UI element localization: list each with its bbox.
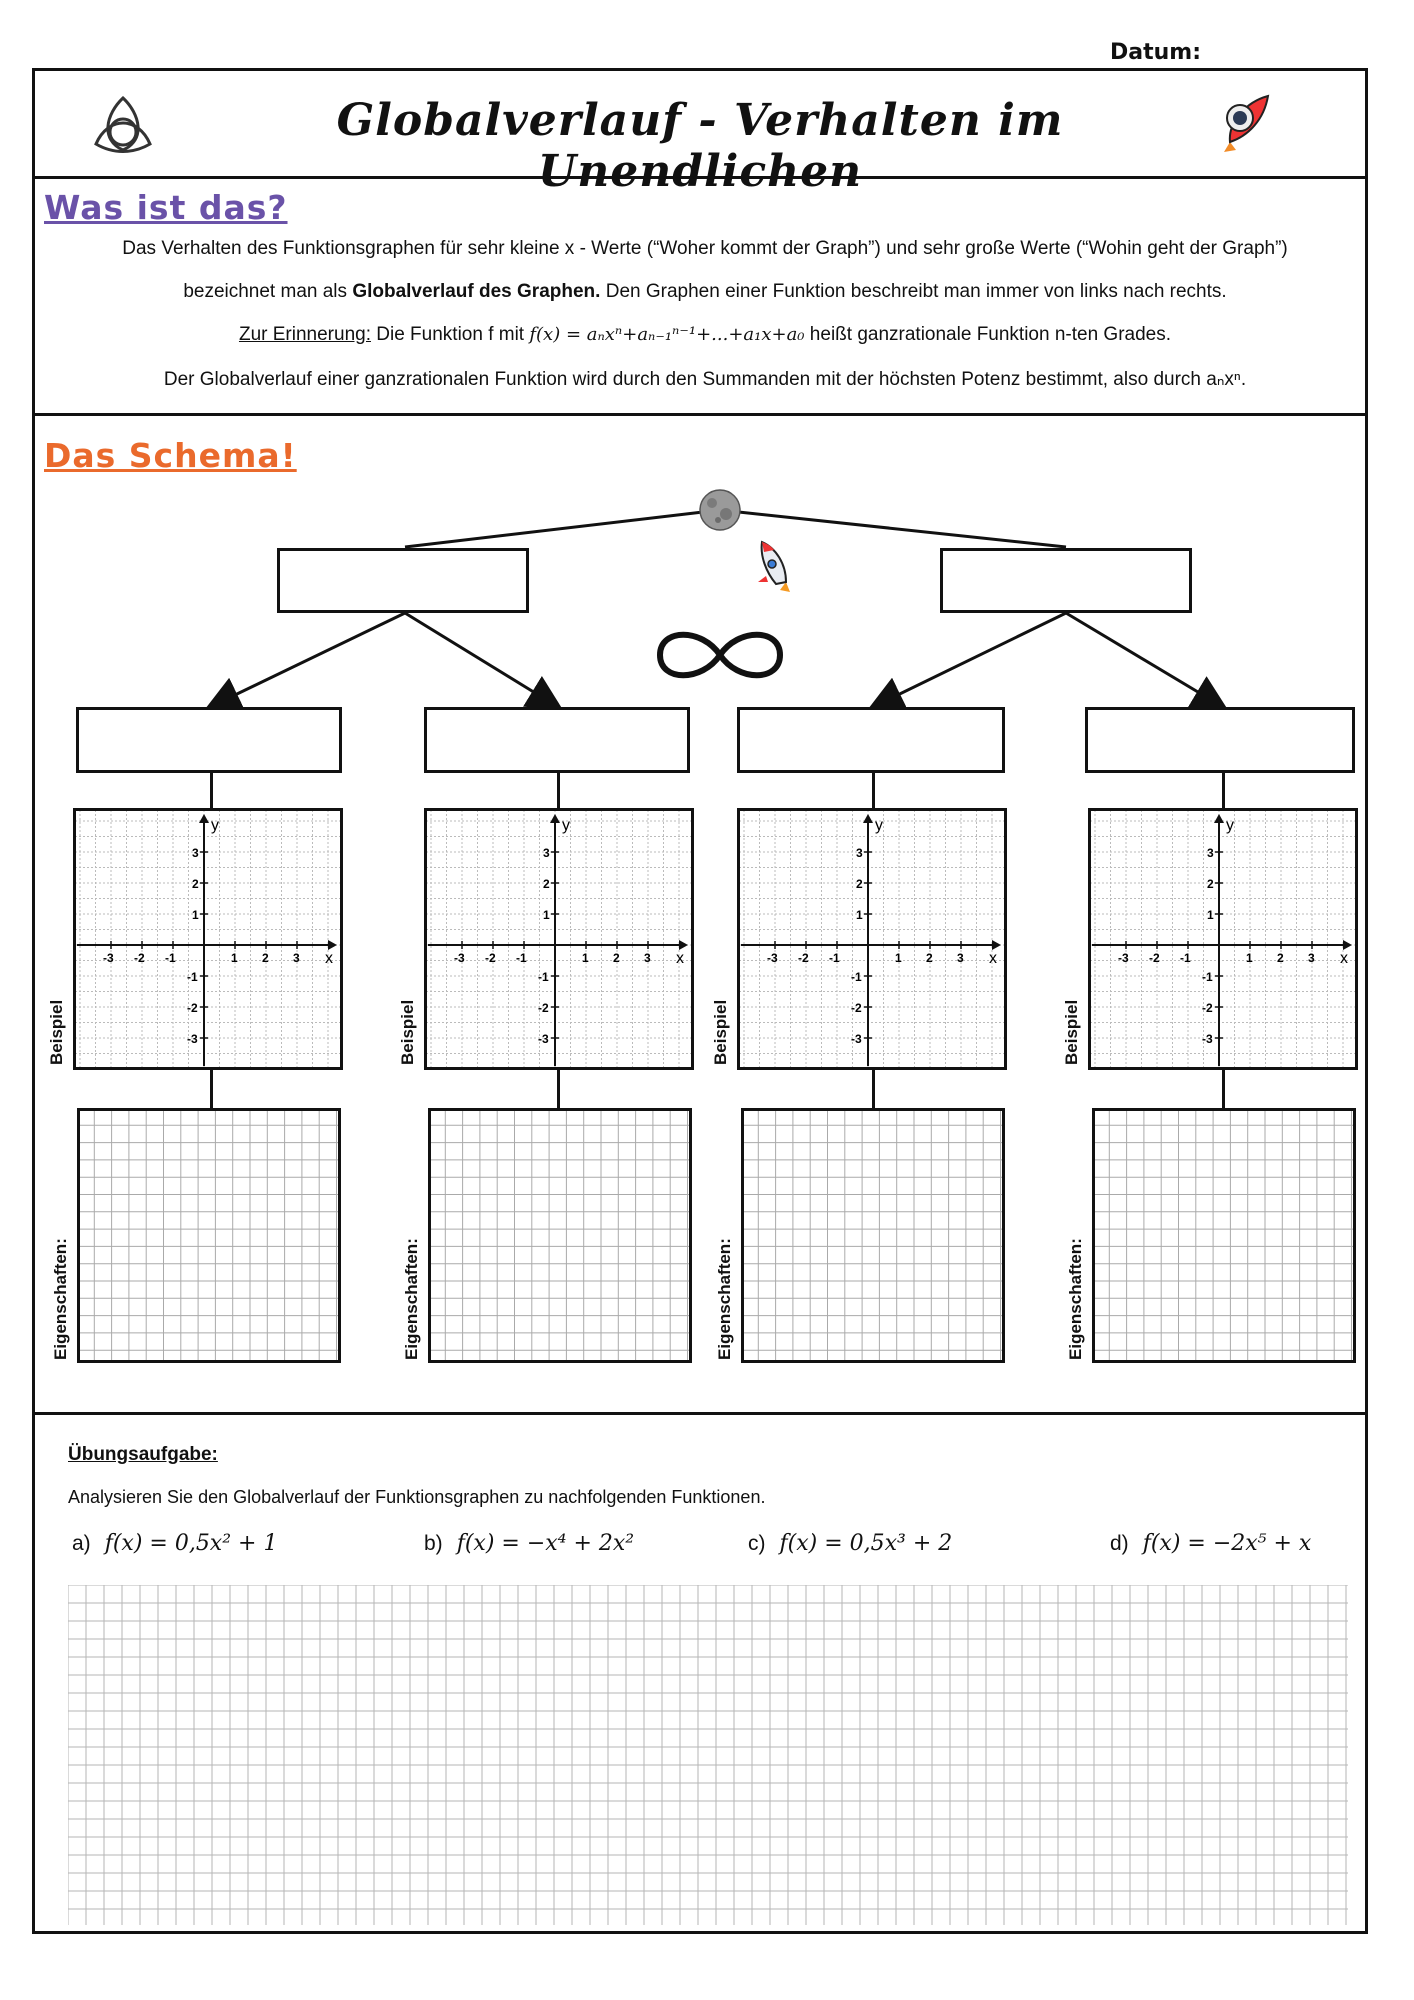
properties-label: Eigenschaften: [402,1238,421,1360]
x-tick-label: 3 [644,951,651,965]
y-axis-label: y [562,817,570,834]
x-tick-label: -1 [516,951,527,965]
x-tick-label: 1 [231,951,238,965]
connector-line [210,773,213,810]
exercise-description: Analysieren Sie den Globalverlauf der Funktionsgraphen zu nachfolgenden Funktionen. [68,1487,766,1507]
text: heißt ganzrationale Funktion n-ten Grades. [804,324,1172,345]
y-tick-label: -3 [851,1032,862,1046]
page-title: Globalverlauf - Verhalten im Unendlichen [336,95,1064,197]
task-formula: f(x) = 0,5x² + 1 [104,1531,278,1556]
connector-line [210,1070,213,1110]
x-tick-label: 1 [582,951,589,965]
x-tick-label: -3 [454,951,465,965]
x-axis-label: x [989,950,997,967]
task-formula: f(x) = 0,5x³ + 2 [779,1531,953,1556]
x-tick-label: 3 [293,951,300,965]
x-tick-label: -1 [1180,951,1191,965]
section-heading-schema: Das Schema! [44,436,297,475]
task-label: c) [748,1532,766,1555]
task-b [424,1530,634,1556]
y-tick-label: 3 [1207,846,1214,860]
intro-line-1: Das Verhalten des Funktionsgraphen für sehr kleine x - Werte (“Woher kommt der Graph”) und sehr große Werte (“Wohin geht der Graph”) [122,238,1288,259]
task-d [1110,1530,1311,1556]
y-axis-label: y [211,817,219,834]
properties-grid[interactable] [741,1108,1005,1363]
celtic-knot-icon [88,94,158,156]
properties-grid[interactable] [1092,1108,1356,1363]
text: bezeichnet man als [183,281,353,302]
x-axis-label: x [676,950,684,967]
date-label: Datum: [1110,40,1202,65]
connector-line [1222,773,1225,810]
text: Den Graphen einer Funktion beschreibt man immer von links nach rechts. [600,281,1227,302]
x-tick-label: 2 [1277,951,1284,965]
properties-grid[interactable] [77,1108,341,1363]
coordinate-system[interactable] [737,808,1007,1070]
section-heading-what: Was ist das? [44,188,288,227]
task-formula: f(x) = −x⁴ + 2x² [456,1531,635,1556]
text: Die Funktion f mit [370,324,530,345]
y-tick-label: -3 [187,1032,198,1046]
y-tick-label: -3 [1202,1032,1213,1046]
x-tick-label: 3 [1308,951,1315,965]
y-tick-label: -2 [851,1001,862,1015]
x-axis-label: x [1340,950,1348,967]
x-tick-label: -3 [103,951,114,965]
coordinate-system[interactable] [73,808,343,1070]
x-tick-label: 1 [895,951,902,965]
x-tick-label: 2 [262,951,269,965]
example-label: Beispiel [398,999,417,1065]
y-tick-label: -1 [187,970,198,984]
x-tick-label: -2 [1149,951,1160,965]
coordinate-system[interactable] [1088,808,1358,1070]
x-tick-label: -2 [798,951,809,965]
polynomial-formula: f(x) = aₙxⁿ+aₙ₋₁ⁿ⁻¹+...+a₁x+a₀ [529,324,805,345]
schema-box-level2-3[interactable] [737,707,1005,773]
y-tick-label: -1 [538,970,549,984]
connector-line [557,1070,560,1110]
task-label: a) [72,1532,91,1555]
y-tick-label: 2 [192,877,199,891]
intro-line-4: Der Globalverlauf einer ganzrationalen Funktion wird durch den Summanden mit der höchsten Potenz bestimmt, also durch aₙxⁿ. [163,369,1247,390]
divider [32,1412,1368,1415]
moon-icon [698,488,742,532]
task-a [72,1530,277,1556]
schema-box-level2-4[interactable] [1085,707,1355,773]
x-tick-label: -2 [134,951,145,965]
x-tick-label: -3 [767,951,778,965]
x-tick-label: 1 [1246,951,1253,965]
y-tick-label: 1 [543,908,550,922]
y-tick-label: 2 [543,877,550,891]
astronaut-rocket-icon [1210,92,1274,160]
example-label: Beispiel [47,999,66,1065]
answer-grid[interactable] [68,1585,1348,1925]
divider [32,413,1368,416]
x-tick-label: 2 [926,951,933,965]
connector-line [1222,1070,1225,1110]
y-tick-label: -2 [1202,1001,1213,1015]
reminder-label: Zur Erinnerung: [238,324,371,345]
example-label: Beispiel [711,999,730,1065]
properties-label: Eigenschaften: [1066,1238,1085,1360]
coordinate-system[interactable] [424,808,694,1070]
y-tick-label: 3 [192,846,199,860]
bold-text: Globalverlauf des Graphen. [352,281,601,302]
schema-box-level1-left[interactable] [277,548,529,613]
x-tick-label: -1 [165,951,176,965]
y-tick-label: 1 [192,908,199,922]
properties-label: Eigenschaften: [51,1238,70,1360]
intro-line-3 [60,324,1350,346]
task-formula: f(x) = −2x⁵ + x [1142,1531,1312,1556]
infinity-icon [652,622,788,688]
schema-box-level1-right[interactable] [940,548,1192,613]
x-tick-label: -3 [1118,951,1129,965]
task-label: d) [1110,1532,1129,1555]
y-tick-label: 3 [856,846,863,860]
x-tick-label: 3 [957,951,964,965]
connector-line [557,773,560,810]
y-tick-label: -1 [851,970,862,984]
y-tick-label: 3 [543,846,550,860]
rocket-icon [752,538,794,594]
y-tick-label: -2 [187,1001,198,1015]
x-tick-label: -2 [485,951,496,965]
properties-label: Eigenschaften: [715,1238,734,1360]
x-tick-label: 2 [613,951,620,965]
y-axis-label: y [1226,817,1234,834]
schema-box-level2-2[interactable] [424,707,690,773]
x-tick-label: -1 [829,951,840,965]
y-tick-label: 2 [856,877,863,891]
y-tick-label: -2 [538,1001,549,1015]
example-label: Beispiel [1062,999,1081,1065]
intro-line-2 [60,281,1350,303]
connector-line [872,1070,875,1110]
y-tick-label: -3 [538,1032,549,1046]
y-tick-label: 2 [1207,877,1214,891]
schema-box-level2-1[interactable] [76,707,342,773]
x-axis-label: x [325,950,333,967]
y-tick-label: -1 [1202,970,1213,984]
task-label: b) [424,1532,443,1555]
connector-line [872,773,875,810]
task-c [748,1530,952,1556]
exercise-title: Übungsaufgabe: [68,1444,218,1465]
y-tick-label: 1 [856,908,863,922]
properties-grid[interactable] [428,1108,692,1363]
y-tick-label: 1 [1207,908,1214,922]
y-axis-label: y [875,817,883,834]
